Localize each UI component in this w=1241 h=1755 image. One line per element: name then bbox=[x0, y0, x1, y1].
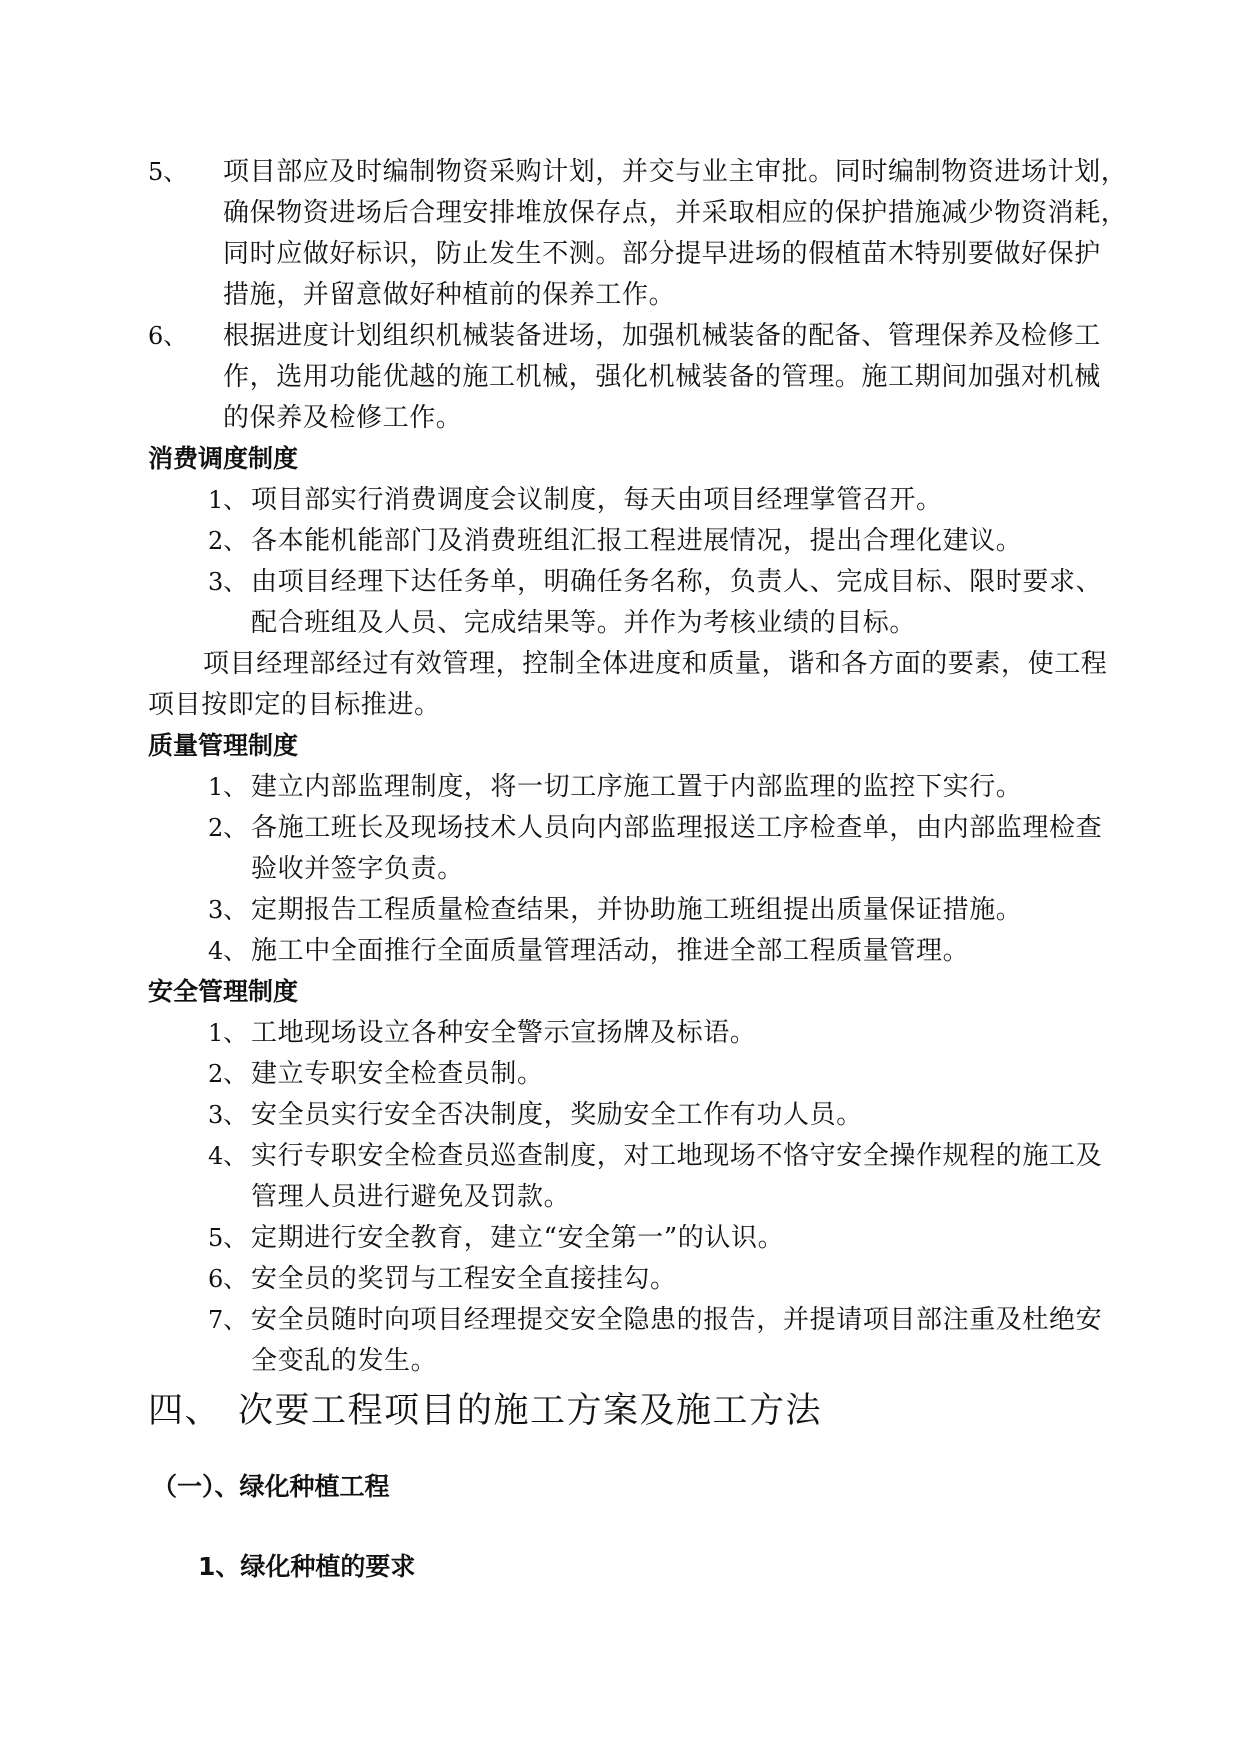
text-line: 施工中全面推行全面质量管理活动，推进全部工程质量管理。 bbox=[251, 936, 970, 966]
item-number: 3、 bbox=[208, 568, 248, 596]
item-number: 1、 bbox=[208, 1019, 248, 1047]
item-number: 5、 bbox=[208, 1224, 248, 1252]
text-line: 工地现场设立各种安全警示宣扬牌及标语。 bbox=[251, 1018, 757, 1048]
item-number: 3、 bbox=[208, 1101, 248, 1129]
section-heading: 安全管理制度 bbox=[148, 977, 299, 1006]
text-line: 作，选用功能优越的施工机械，强化机械装备的管理。施工期间加强对机械 bbox=[223, 362, 1101, 392]
text-line: 建立内部监理制度，将一切工序施工置于内部监理的监控下实行。 bbox=[251, 772, 1023, 802]
item-number: 4、 bbox=[208, 937, 248, 965]
item-number: 6、 bbox=[148, 322, 188, 350]
text-line: 同时应做好标识，防止发生不测。部分提早进场的假植苗木特别要做好保护 bbox=[223, 239, 1101, 269]
text-line: 管理人员进行避免及罚款。 bbox=[251, 1182, 571, 1212]
text-line: 确保物资进场后合理安排堆放保存点，并采取相应的保护措施减少物资消耗， bbox=[223, 198, 1128, 228]
item-number: 6、 bbox=[208, 1265, 248, 1293]
subsection-heading: 1、绿化种植的要求 bbox=[198, 1552, 416, 1581]
text-line: 定期进行安全教育，建立“安全第一”的认识。 bbox=[251, 1223, 785, 1253]
text-line: 全变乱的发生。 bbox=[251, 1346, 438, 1376]
text-line: 项目部实行消费调度会议制度，每天由项目经理掌管召开。 bbox=[251, 485, 943, 515]
text-line: 各本能机能部门及消费班组汇报工程进展情况，提出合理化建议。 bbox=[251, 526, 1023, 556]
chapter-title: 次要工程项目的施工方案及施工方法 bbox=[238, 1391, 823, 1431]
item-number: 2、 bbox=[208, 814, 248, 842]
item-number: 2、 bbox=[208, 1060, 248, 1088]
text-line: 的保养及检修工作。 bbox=[223, 403, 463, 433]
item-number: 3、 bbox=[208, 896, 248, 924]
text-line: 验收并签字负责。 bbox=[251, 854, 464, 884]
text-line: 实行专职安全检查员巡查制度，对工地现场不恪守安全操作规程的施工及 bbox=[251, 1141, 1103, 1171]
text-line: 由项目经理下达任务单，明确任务名称，负责人、完成目标、限时要求、 bbox=[251, 567, 1103, 597]
text-line: 安全员的奖罚与工程安全直接挂勾。 bbox=[251, 1264, 677, 1294]
paragraph-line: 项目按即定的目标推进。 bbox=[148, 690, 441, 720]
chapter-number: 四、 bbox=[148, 1391, 222, 1431]
text-line: 各施工班长及现场技术人员向内部监理报送工序检查单，由内部监理检查 bbox=[251, 813, 1103, 843]
text-line: 建立专职安全检查员制。 bbox=[251, 1059, 544, 1089]
text-line: 措施，并留意做好种植前的保养工作。 bbox=[223, 280, 676, 310]
item-number: 5、 bbox=[148, 158, 188, 186]
section-heading: 消费调度制度 bbox=[148, 444, 299, 473]
subsection-heading: （一）、绿化种植工程 bbox=[152, 1472, 390, 1501]
item-number: 4、 bbox=[208, 1142, 248, 1170]
text-line: 根据进度计划组织机械装备进场，加强机械装备的配备、管理保养及检修工 bbox=[223, 321, 1101, 351]
section-heading: 质量管理制度 bbox=[148, 731, 299, 760]
paragraph-line: 项目经理部经过有效管理，控制全体进度和质量，谐和各方面的要素，使工程 bbox=[203, 649, 1108, 679]
text-line: 安全员随时向项目经理提交安全隐患的报告，并提请项目部注重及杜绝安 bbox=[251, 1305, 1103, 1335]
text-line: 定期报告工程质量检查结果，并协助施工班组提出质量保证措施。 bbox=[251, 895, 1023, 925]
text-line: 安全员实行安全否决制度，奖励安全工作有功人员。 bbox=[251, 1100, 863, 1130]
item-number: 2、 bbox=[208, 527, 248, 555]
item-number: 1、 bbox=[208, 486, 248, 514]
text-line: 项目部应及时编制物资采购计划，并交与业主审批。同时编制物资进场计划， bbox=[223, 157, 1128, 187]
item-number: 7、 bbox=[208, 1306, 248, 1334]
text-line: 配合班组及人员、完成结果等。并作为考核业绩的目标。 bbox=[251, 608, 917, 638]
item-number: 1、 bbox=[208, 773, 248, 801]
